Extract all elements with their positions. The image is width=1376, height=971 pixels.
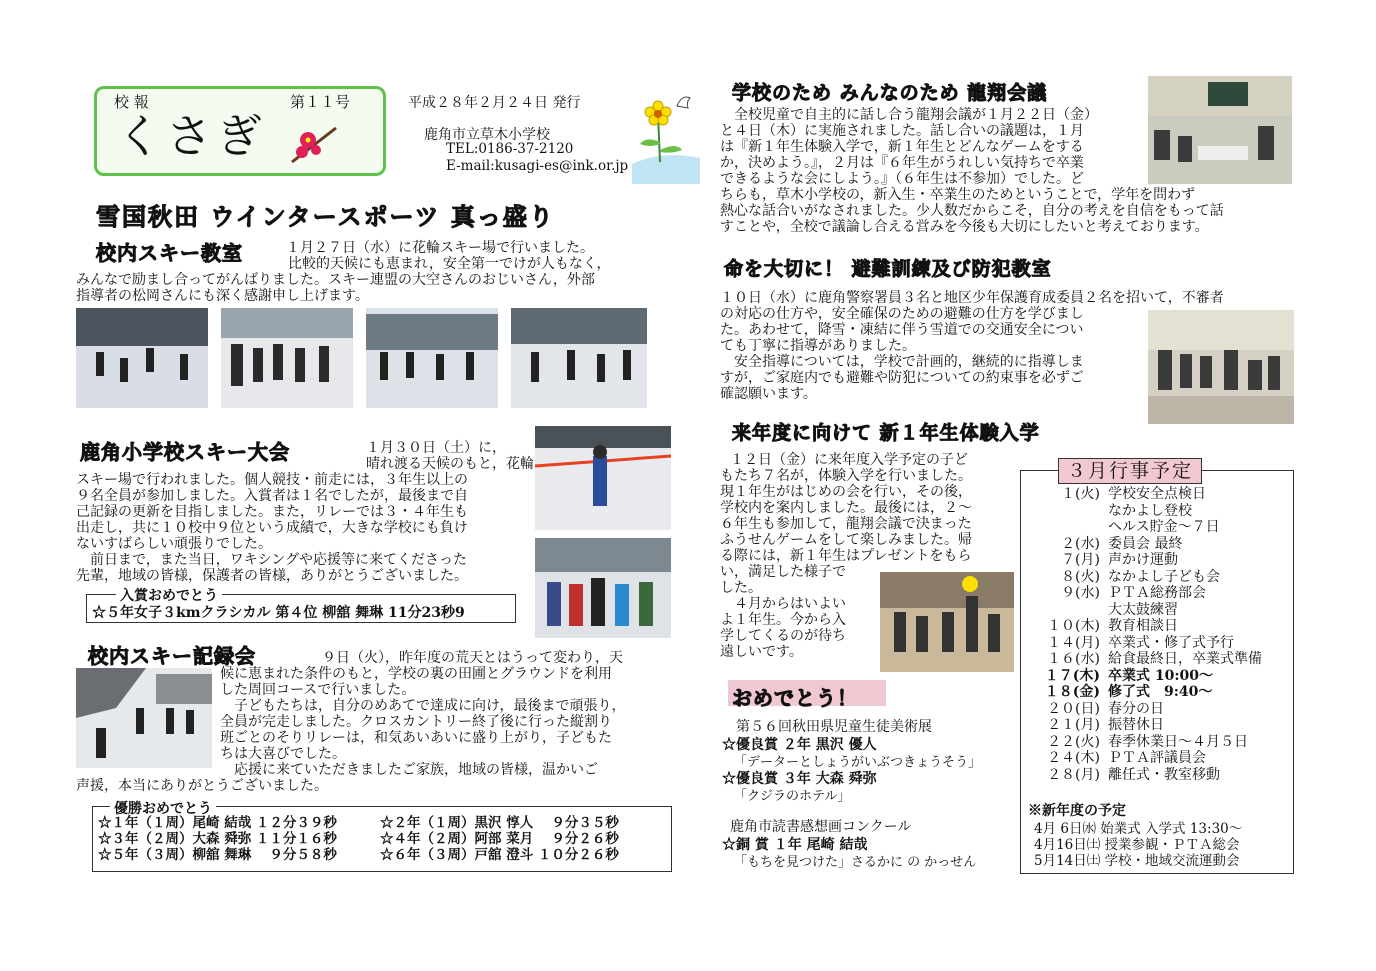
ski-record-heading: 校内スキー記録会 bbox=[88, 644, 256, 668]
newstudents-text: １２日（金）に来年度入学予定の子ど もたち７名が，体験入学を行いました。 現１年生がはじめの会を行い，その後， 学校内を案内しました。最後には，２～ ６年生も参加して，龍翔会議で決まった ふうせんゲームをして楽しみました。帰 る際には，新１年生はプレゼントをもら い，満足した様子で した。 ４月からはいよい よ１年生。今から入 学してくるのが待ち 遠しいです。 bbox=[720, 452, 972, 660]
new-year-1: 4月 6日㈬ 始業式 入学式 13:30～ bbox=[1034, 821, 1243, 837]
schedule-event: ヘルス貯金～７日 bbox=[1108, 519, 1220, 535]
schedule-event: ２２(火) 春季休業日～４月５日 bbox=[1047, 733, 1248, 750]
art-award-2: ☆優良賞 ３年 大森 舜弥 bbox=[722, 771, 877, 787]
main-title: 雪国秋田 ウインタースポーツ 真っ盛り bbox=[96, 203, 555, 231]
ski-class-heading: 校内スキー教室 bbox=[96, 241, 243, 265]
photo-ski-meet-2 bbox=[535, 538, 671, 638]
schedule-title: ３月行事予定 bbox=[1058, 458, 1202, 484]
schedule-event: ７(月) 声かけ運動 bbox=[1061, 552, 1178, 568]
plum-blossom-icon bbox=[290, 118, 340, 166]
newstudents-heading: 来年度に向けて 新１年生体験入学 bbox=[732, 422, 1040, 444]
schedule-event: ２(水) 委員会 最終 bbox=[1061, 535, 1183, 552]
schedule-event: 大太鼓練習 bbox=[1108, 601, 1178, 618]
schedule-event: １４(月) 卒業式・修了式予行 bbox=[1047, 634, 1234, 651]
photo-newstudents bbox=[880, 572, 1014, 672]
schedule-event: １(火) 学校安全点検日 bbox=[1061, 486, 1206, 502]
masthead-title: くさぎ bbox=[116, 109, 266, 163]
schedule-list bbox=[1020, 486, 1290, 786]
reading-contest-title: 鹿角市読書感想画コンクール bbox=[730, 819, 912, 835]
ski-meet-heading: 鹿角小学校スキー大会 bbox=[80, 440, 290, 464]
bird-icon bbox=[674, 92, 694, 112]
winner-row: ☆３年（２周）大森 舜弥 １１分１６秒 ☆４年（２周）阿部 菜月 ９分２６秒 bbox=[98, 831, 619, 847]
photo-ski-class-4 bbox=[511, 308, 647, 408]
schedule-event: ８(火) なかよし子ども会 bbox=[1061, 568, 1220, 585]
photo-ski-class-3 bbox=[366, 308, 498, 408]
schedule-event: ２４(木) ＰＴＡ評議員会 bbox=[1047, 750, 1206, 766]
art-award-1-work: 「データーとしょうがいぶつきょうそう」 bbox=[734, 755, 982, 770]
council-text: 全校児童で自主的に話し合う龍翔会議が１月２２日（金） と４日（木）に実施されました。話し合いの議題は，１月 は『新１年生体験入学で，新１年生とどんなゲームをする か，決めよう。』，２月は『６年生がうれしい気持ちで卒業 できるような会にしよう。』（６年生は不参加）でした。ど ちらも，草木小学校の，新入生・卒業生のためということで，学年を問わず 熱心な話合いがなされました。少人数だからこそ，自分の考えを自信をもって話 すことや，全校で議論し合える営みを今後も大切にしたいと考えております。 bbox=[720, 107, 1224, 235]
new-year-3: 5月14日㈯ 学校・地域交流運動会 bbox=[1034, 853, 1240, 869]
art-award-1: ☆優良賞 ２年 黒沢 優人 bbox=[722, 737, 877, 753]
new-year-2: 4月16日㈯ 授業参観・ＰＴＡ総会 bbox=[1034, 837, 1240, 853]
photo-ski-class-2 bbox=[221, 308, 353, 408]
issue-date: 平成２８年２月２４日 発行 bbox=[408, 95, 581, 111]
schedule-event: なかよし登校 bbox=[1108, 502, 1192, 519]
schedule-event: １０(木) 教育相談日 bbox=[1047, 618, 1178, 634]
ski-record-text: ９日（火），昨年度の荒天とはうって変わり，天 候に恵まれた条件のもと，学校の裏の田圃とグラウンドを利用 した周回コースで行いました。 子どもたちは，自分のめあてで達成に向け，最後まで頑張り， 全員が完走しました。クロスカントリー終了後に行った縦割り 班ごとのそりリレーは，和気あいあいに盛り上がり，子どもた ちは大喜びでした。 応援に来ていただきましたご家族，地域の皆様，温かいご 声援，本当にありがとうございました。 bbox=[76, 650, 626, 794]
drill-text: １０日（水）に鹿角警察署員３名と地区少年保護育成委員２名を招いて，不審者 の対応の仕方や，安全確保のための避難の仕方を学びまし た。あわせて，降雪・凍結に伴う雪道での交通安全につい ても丁寧に指導がありました。 安全指導については，学校で計画的，継続的に指導しま すが，ご家庭内でも避難や防犯についての約束事を必ずご 確認願います。 bbox=[720, 290, 1224, 402]
photo-ski-class-1 bbox=[76, 308, 208, 408]
schedule-event: ２８(月) 離任式・教室移動 bbox=[1047, 766, 1220, 783]
council-heading: 学校のため みんなのため 龍翔会議 bbox=[732, 82, 1048, 104]
winner-list bbox=[98, 815, 619, 863]
schedule-event: ９(水) ＰＴＡ総務部会 bbox=[1061, 585, 1206, 601]
masthead-issue: 第１１号 bbox=[290, 93, 351, 111]
winner-box-title: 優勝おめでとう bbox=[110, 798, 216, 818]
ski-meet-text: １月３０日（土）に， 晴れ渡る天候のもと，花輪 スキー場で行われました。個人競技・前走には，３年生以上の ９名全員が参加しました。入賞者は１名でしたが，最後まで自 己記録の更新を目指しました。また，リレーでは３・４年生も 出走し，共に１０校中９位という成績で，大きな学校にも負け ないすばらしい頑張りでした。 前日まで，また当日，ワキシングや応援等に来てくださった 先輩，地域の皆様，保護者の皆様，ありがとうございました。 bbox=[76, 440, 534, 584]
schedule-event: ２１(月) 振替休日 bbox=[1047, 717, 1164, 733]
masthead-label: 校 報 bbox=[114, 93, 149, 111]
schedule-event: ２０(日) 春分の日 bbox=[1047, 700, 1164, 717]
schedule-event: １８(金) 修了式 9:40～ bbox=[1044, 684, 1213, 700]
ski-class-text: １月２７日（水）に花輪スキー場で行いました。 比較的天候にも恵まれ，安全第一でけが人もなく， みんなで励まし合ってがんばりました。スキー連盟の大空さんのおじいさん，外部 指導者の松岡さんにも深く感謝申し上げます。 bbox=[76, 240, 611, 304]
new-year-title: ※新年度の予定 bbox=[1028, 803, 1126, 819]
photo-ski-meet-1 bbox=[535, 426, 671, 530]
school-name: 鹿角市立草木小学校 bbox=[424, 127, 550, 143]
drill-heading: 命を大切に！ 避難訓練及び防犯教室 bbox=[724, 258, 1052, 280]
reading-award: ☆銅 賞 １年 尾崎 結哉 bbox=[722, 837, 868, 853]
award-text: ☆５年女子３kmクラシカル 第４位 柳舘 舞琳 11分23秒9 bbox=[92, 605, 465, 621]
reading-award-work: 「もちを見つけた」さるかに の かっせん bbox=[734, 855, 977, 870]
winner-row: ☆５年（３周）柳舘 舞琳 ９分５８秒 ☆６年（３周）戸舘 澄斗 １０分２６秒 bbox=[98, 847, 619, 863]
congrats-heading: おめでとう！ bbox=[732, 686, 858, 710]
schedule-event: １６(水) 給食最終日，卒業式準備 bbox=[1047, 651, 1262, 667]
school-email: E-mail:kusagi-es@ink.or.jp bbox=[446, 158, 629, 174]
schedule-event: １７(木) 卒業式 10:00～ bbox=[1044, 667, 1214, 684]
art-contest-title: 第５６回秋田県児童生徒美術展 bbox=[736, 719, 932, 735]
photo-drill bbox=[1148, 310, 1294, 424]
winner-row: ☆１年（１周）尾崎 結哉 １２分３９秒 ☆２年（１周）黒沢 惇人 ９分３５秒 bbox=[98, 815, 619, 831]
school-tel: TEL:0186-37-2120 bbox=[446, 141, 574, 157]
award-box-title: 入賞おめでとう bbox=[116, 585, 222, 605]
art-award-2-work: 「クジラのホテル」 bbox=[734, 789, 851, 804]
